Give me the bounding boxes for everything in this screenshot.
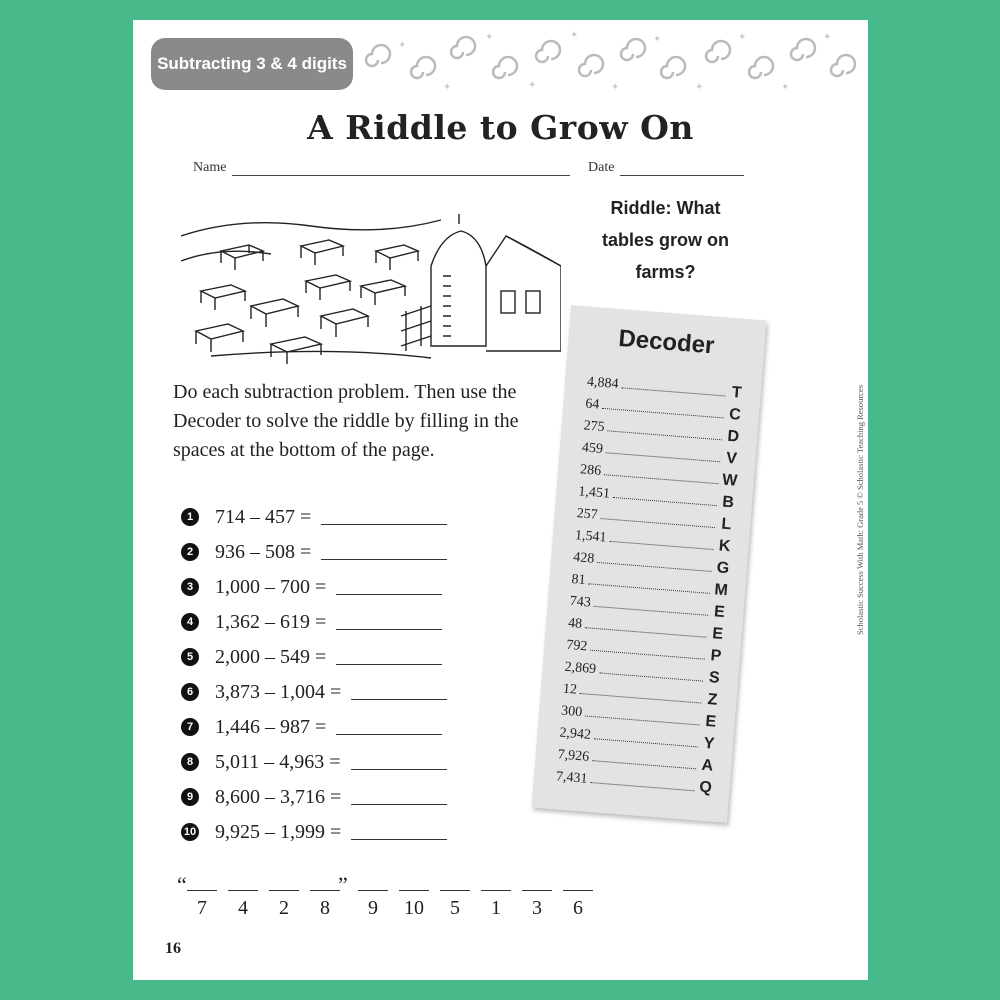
open-quote: “ — [177, 872, 187, 897]
decoder-value: 428 — [572, 550, 595, 567]
answer-slot-key: 5 — [450, 897, 460, 919]
date-label: Date — [588, 160, 615, 175]
decoder-letter: M — [713, 581, 729, 600]
side-credit-text: Scholastic Success With Math: Grade 5 © Scholastic Teaching Resources — [855, 385, 865, 635]
decoder-letter: P — [709, 647, 722, 665]
decoder-value: 12 — [562, 681, 578, 698]
decoder-letter: B — [721, 493, 735, 512]
decoder-letter: E — [704, 712, 717, 731]
svg-text:✦: ✦ — [781, 82, 790, 93]
problem-expression: 936 – 508 = — [215, 540, 312, 563]
problem-number-badge: 4 — [181, 613, 199, 631]
decoder-letter: Q — [698, 778, 713, 797]
answer-slot-key: 2 — [279, 897, 289, 919]
answer-slot[interactable] — [399, 872, 429, 920]
name-field[interactable] — [193, 160, 570, 176]
close-quote: ” — [338, 872, 348, 897]
problem-expression: 5,011 – 4,963 = — [215, 750, 341, 773]
answer-blank[interactable] — [336, 629, 442, 630]
decoder-value: 286 — [579, 462, 602, 479]
answer-blank[interactable] — [336, 734, 442, 735]
decoder-value: 459 — [581, 440, 604, 458]
answer-slot-key: 3 — [532, 897, 542, 919]
decoder-letter: S — [708, 669, 721, 687]
decoder-title: Decoder — [617, 324, 716, 360]
decoder-letter: C — [728, 405, 742, 424]
answer-slot-key: 7 — [197, 897, 207, 919]
decoder-letter: T — [731, 383, 743, 402]
decoder-value: 7,926 — [557, 747, 590, 765]
problem-expression: 8,600 – 3,716 = — [215, 785, 342, 808]
answer-slot[interactable] — [310, 872, 340, 920]
decoder-value: 257 — [576, 506, 599, 523]
decoder-value: 300 — [560, 703, 583, 721]
problem-expression: 1,446 – 987 = — [215, 715, 327, 738]
problem-expression: 1,362 – 619 = — [215, 610, 327, 633]
decoder-letter: W — [721, 471, 738, 490]
svg-text:✦: ✦ — [695, 82, 704, 93]
name-line[interactable] — [232, 161, 570, 176]
problem-8 — [181, 747, 447, 777]
answer-blank[interactable] — [351, 769, 447, 770]
answer-slot[interactable] — [269, 872, 299, 920]
svg-text:✦: ✦ — [528, 80, 537, 91]
answer-slot-key: 4 — [238, 897, 248, 919]
answer-slot-key: 1 — [491, 897, 501, 919]
decoder-value: 275 — [583, 418, 606, 436]
decoder-letter: Z — [706, 691, 719, 709]
answer-blank[interactable] — [336, 664, 442, 665]
problem-4 — [181, 607, 442, 637]
decoder-value: 743 — [569, 593, 592, 611]
decoder-letter: K — [718, 537, 732, 556]
riddle-line-1: Riddle: What — [610, 198, 721, 218]
problem-number-badge: 1 — [181, 508, 199, 526]
problem-1 — [181, 502, 447, 532]
answer-slot[interactable] — [228, 872, 258, 920]
worksheet-page — [133, 20, 868, 980]
answer-slot[interactable] — [522, 872, 552, 920]
decoder-letter: Y — [703, 734, 716, 753]
decoder-letter: G — [716, 559, 730, 578]
problem-expression: 714 – 457 = — [215, 505, 312, 528]
answer-slot[interactable] — [440, 872, 470, 920]
problem-10 — [181, 817, 447, 847]
decoder-value: 48 — [567, 615, 583, 632]
problem-number-badge: 6 — [181, 683, 199, 701]
problem-7 — [181, 712, 442, 742]
decoder-value: 792 — [565, 637, 588, 655]
answer-blank[interactable] — [351, 839, 447, 840]
date-field[interactable] — [588, 160, 744, 176]
farm-tables-illustration — [181, 206, 561, 364]
decoder-value: 1,451 — [577, 484, 611, 502]
answer-blank[interactable] — [336, 594, 442, 595]
svg-text:✦: ✦ — [443, 82, 452, 93]
svg-text:✦: ✦ — [485, 32, 494, 43]
decoder-letter: D — [726, 427, 740, 446]
answer-slot-key: 10 — [404, 897, 424, 919]
answer-slot-key: 6 — [573, 897, 583, 919]
answer-slot[interactable] — [187, 872, 217, 920]
svg-text:✦: ✦ — [570, 30, 579, 41]
problem-9 — [181, 782, 447, 812]
problem-3 — [181, 572, 442, 602]
topic-tab — [151, 38, 353, 90]
svg-text:✦: ✦ — [611, 82, 620, 93]
instructions-text: Do each subtraction problem. Then use the Decoder to solve the riddle by filling in the spaces at the bottom of the page. — [173, 381, 519, 461]
decoder-letter: E — [711, 625, 724, 643]
decoder-letter: V — [725, 449, 738, 468]
answer-blank[interactable] — [321, 559, 447, 560]
answer-slot-key: 9 — [368, 897, 378, 919]
svg-text:✦: ✦ — [398, 40, 407, 51]
problem-expression: 9,925 – 1,999 = — [215, 820, 342, 843]
answer-slot[interactable] — [563, 872, 593, 920]
decoder-letter: L — [720, 515, 732, 534]
answer-blank[interactable] — [351, 699, 447, 700]
decoder-value: 2,869 — [564, 659, 597, 678]
svg-text:✦: ✦ — [823, 32, 832, 43]
problem-number-badge: 3 — [181, 578, 199, 596]
answer-slot[interactable] — [481, 872, 511, 920]
problem-number-badge: 2 — [181, 543, 199, 561]
problem-6 — [181, 677, 447, 707]
worksheet-title: A Riddle to Grow On — [307, 108, 694, 147]
problem-expression: 1,000 – 700 = — [215, 575, 327, 598]
answer-blank[interactable] — [351, 804, 447, 805]
decoder-card — [532, 305, 767, 823]
problem-number-badge: 9 — [181, 788, 199, 806]
decoder-value: 2,942 — [558, 725, 592, 743]
problem-5 — [181, 642, 442, 672]
answer-slot-key: 8 — [320, 897, 330, 919]
answer-slot[interactable] — [358, 872, 388, 920]
decoder-letter: A — [700, 756, 714, 775]
answer-blank[interactable] — [321, 524, 447, 525]
problem-expression: 2,000 – 549 = — [215, 645, 327, 668]
side-credit — [853, 350, 867, 670]
topic-tab-label: Subtracting 3 & 4 digits — [157, 54, 347, 73]
problem-number-badge: 7 — [181, 718, 199, 736]
decoder-value: 64 — [584, 396, 600, 413]
svg-text:✦: ✦ — [738, 32, 747, 43]
svg-text:✦: ✦ — [653, 34, 662, 45]
problem-expression: 3,873 – 1,004 = — [215, 680, 342, 703]
problem-2 — [181, 537, 447, 567]
problem-number-badge: 8 — [181, 753, 199, 771]
date-line[interactable] — [620, 161, 744, 176]
decoder-value: 81 — [570, 571, 587, 589]
page-number: 16 — [165, 940, 181, 957]
decoder-value: 1,541 — [574, 528, 607, 546]
decoder-value: 4,884 — [586, 374, 620, 393]
name-label: Name — [193, 160, 227, 175]
riddle-line-3: farms? — [635, 262, 696, 282]
decoder-value: 7,431 — [555, 769, 589, 787]
decoder-letter: E — [713, 603, 726, 622]
riddle-question — [578, 192, 753, 288]
riddle-line-2: tables grow on — [601, 230, 729, 250]
problem-number-badge: 10 — [181, 823, 199, 841]
problem-number-badge: 5 — [181, 648, 199, 666]
